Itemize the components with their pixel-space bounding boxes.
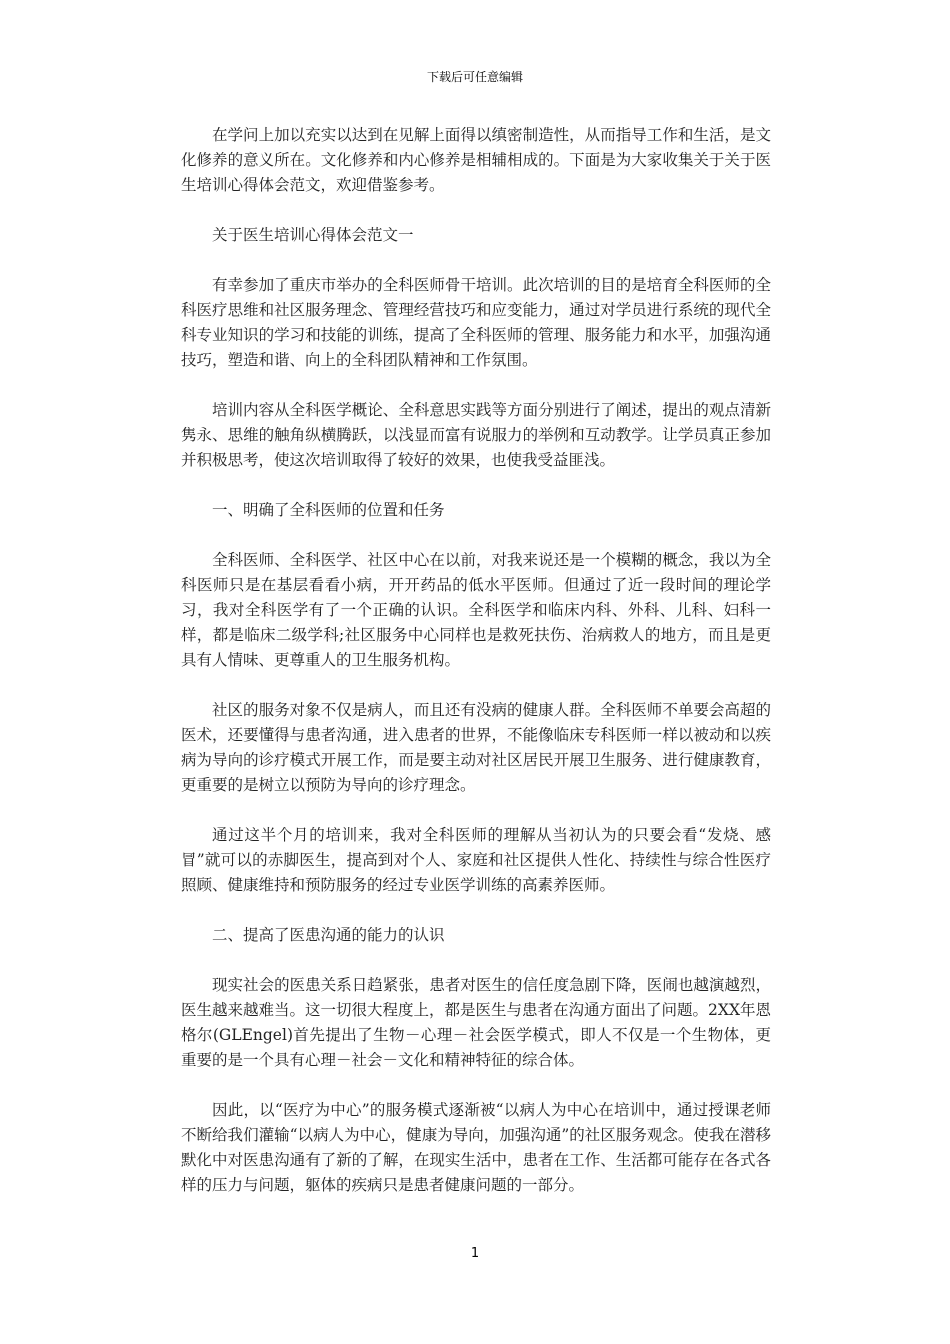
page-number: 1 [470, 1246, 480, 1261]
body-paragraph: 通过这半个月的培训来，我对全科医师的理解从当初认为的只要会看“发烧、感冒”就可以的赤脚医生，提高到对个人、家庭和社区提供人性化、持续性与综合性医疗照顾、健康维持和预防服务的经过专业医学训练的高素养医师。 [181, 826, 771, 894]
intro-paragraph: 在学问上加以充实以达到在见解上面得以缜密制造性，从而指导工作和生活，是文化修养的意义所在。文化修养和内心修养是相辅相成的。下面是为大家收集关于关于医生培训心得体会范文，欢迎借鉴参考。 [181, 126, 771, 194]
subheading: 一、明确了全科医师的位置和任务 [212, 501, 445, 519]
body-paragraph: 现实社会的医患关系日趋紧张，患者对医生的信任度急剧下降，医闹也越演越烈，医生越来越难当。这一切很大程度上，都是医生与患者在沟通方面出了问题。2XX年恩格尔(GLEngel)首先提出了生物－心理－社会医学模式，即人不仅是一个生物体，更重要的是一个具有心理－社会－文化和精神特征的综合体。 [181, 976, 771, 1069]
document-body [181, 123, 771, 1223]
section-title: 关于医生培训心得体会范文一 [212, 226, 414, 244]
body-paragraph: 全科医师、全科医学、社区中心在以前，对我来说还是一个模糊的概念，我以为全科医师只是在基层看看小病，开开药品的低水平医师。但通过了近一段时间的理论学习，我对全科医学有了一个正确的认识。全科医学和临床内科、外科、儿科、妇科一样，都是临床二级学科;社区服务中心同样也是救死扶伤、治病救人的地方，而且是更具有人情味、更尊重人的卫生服务机构。 [181, 551, 771, 669]
body-paragraph: 因此，以“医疗为中心”的服务模式逐渐被“以病人为中心在培训中，通过授课老师不断给我们灌输“以病人为中心，健康为导向，加强沟通”的社区服务观念。使我在潜移默化中对医患沟通有了新的了解，在现实生活中，患者在工作、生活都可能存在各式各样的压力与问题，躯体的疾病只是患者健康问题的一部分。 [181, 1101, 771, 1194]
body-paragraph: 社区的服务对象不仅是病人，而且还有没病的健康人群。全科医师不单要会高超的医术，还要懂得与患者沟通，进入患者的世界，不能像临床专科医师一样以被动和以疾病为导向的诊疗模式开展工作，而是要主动对社区居民开展卫生服务、进行健康教育，更重要的是树立以预防为导向的诊疗理念。 [181, 701, 771, 794]
subheading: 二、提高了医患沟通的能力的认识 [212, 926, 445, 944]
page-header: 下载后可任意编辑 [426, 70, 523, 84]
body-paragraph: 有幸参加了重庆市举办的全科医师骨干培训。此次培训的目的是培育全科医师的全科医疗思维和社区服务理念、管理经营技巧和应变能力，通过对学员进行系统的现代全科专业知识的学习和技能的训练，提高了全科医师的管理、服务能力和水平，加强沟通技巧，塑造和谐、向上的全科团队精神和工作氛围。 [181, 276, 771, 369]
body-paragraph: 培训内容从全科医学概论、全科意思实践等方面分别进行了阐述，提出的观点清新隽永、思维的触角纵横腾跃，以浅显而富有说服力的举例和互动教学。让学员真正参加并积极思考，使这次培训取得了较好的效果，也使我受益匪浅。 [181, 401, 771, 469]
